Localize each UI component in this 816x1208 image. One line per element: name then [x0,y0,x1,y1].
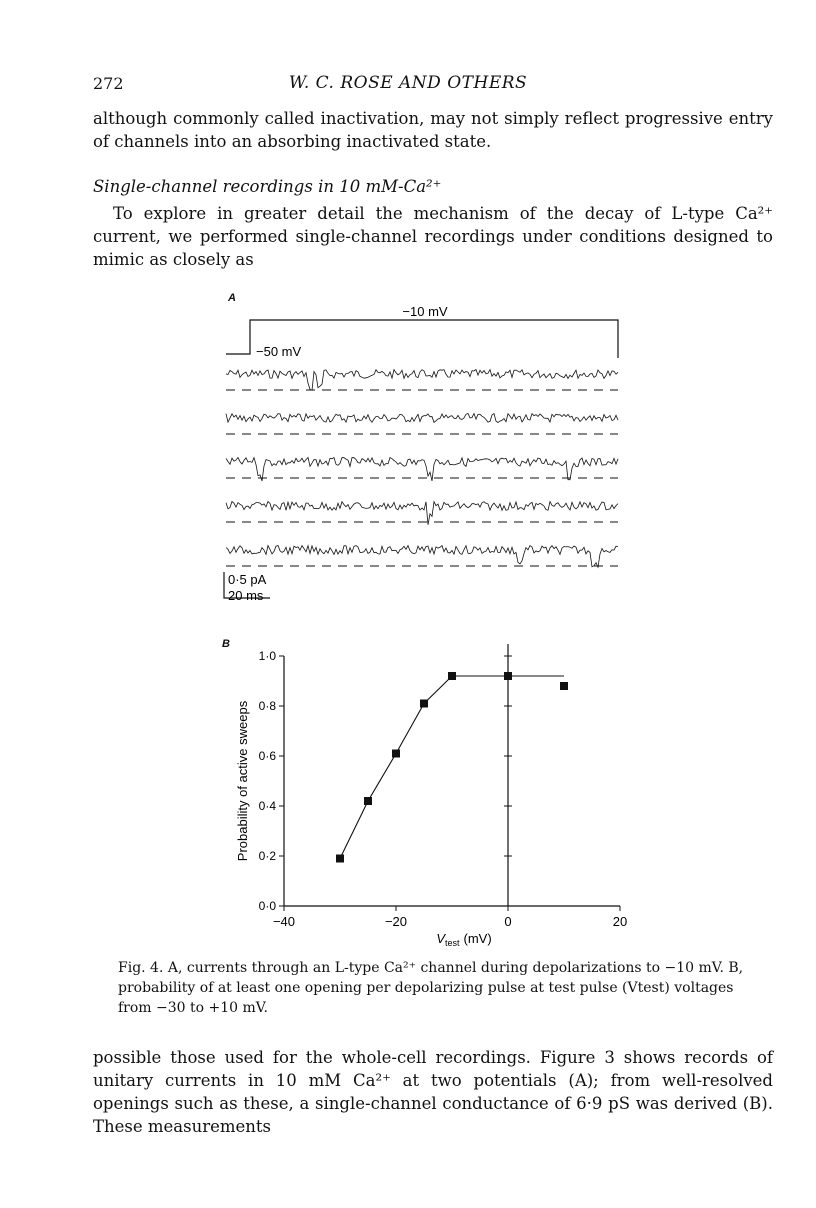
x-tick-label: −40 [272,914,296,929]
x-axis-label [436,931,491,948]
current-sweep [226,414,618,423]
panel-a-label: A [228,292,236,304]
y-tick-label: 0·2 [258,849,276,863]
data-point [560,682,568,690]
running-head: W. C. ROSE AND OTHERS [288,73,528,93]
y-tick-label: 0·8 [258,699,276,713]
current-sweep [226,502,618,525]
x-axis-label-sub: test [444,938,460,948]
data-point [364,797,372,805]
page-number: 272 [93,74,124,93]
panel-b-chart [222,640,642,955]
y-tick-label: 0·0 [258,899,276,913]
panel-a-traces [220,296,630,606]
x-tick-label: 20 [612,914,628,929]
data-point [392,750,400,758]
chart-tick-labels [259,649,628,929]
data-point [504,672,512,680]
data-point [336,855,344,863]
step-voltage-label: −10 mV [402,304,448,319]
panel-b-label: B [222,638,230,650]
data-point [420,700,428,708]
scale-time-label: 20 ms [228,588,264,603]
figure-caption: Fig. 4. A, currents through an L-type Ca²⁺ channel during depolarizations to −10 mV. B, probability of at least one opening per depolarizing pulse at test pulse (Vtest) voltages from −30 to +10 mV. [118,960,744,1016]
chart-points [336,672,568,863]
section-subheading: Single-channel recordings in 10 mM-Ca²⁺ [93,177,442,196]
y-tick-label: 0·4 [258,799,276,813]
current-sweep [226,370,618,391]
x-tick-label: 0 [504,914,512,929]
y-tick-label: 0·6 [258,749,276,763]
chart-axes [279,644,620,911]
y-axis-label: Probability of active sweeps [235,700,250,862]
x-tick-label: −20 [384,914,408,929]
paragraph-3: possible those used for the whole-cell recordings. Figure 3 shows records of unitary currents in 10 mM Ca²⁺ at two potentials (A); from well-resolved openings such as these, a single-channel conductance of 6·9 pS was derived (B). These measurements [93,1048,773,1136]
current-sweep [226,458,618,482]
sweep-group [226,370,618,568]
chart-fit-line [340,676,564,859]
fit-line [340,676,564,859]
paragraph-1: although commonly called inactivation, may not simply reflect progressive entry of channels into an absorbing inactivated state. [93,109,773,151]
data-point [448,672,456,680]
holding-voltage-label: −50 mV [256,344,302,359]
scale-current-label: 0·5 pA [228,572,267,587]
current-sweep [226,546,618,568]
x-axis-label-unit: (mV) [463,931,492,946]
y-tick-label: 1·0 [258,649,276,663]
paragraph-2: To explore in greater detail the mechanism of the decay of L-type Ca²⁺ current, we performed single-channel recordings under conditions designed to mimic as closely as [93,204,773,269]
x-axis-label-main: V [436,931,445,946]
